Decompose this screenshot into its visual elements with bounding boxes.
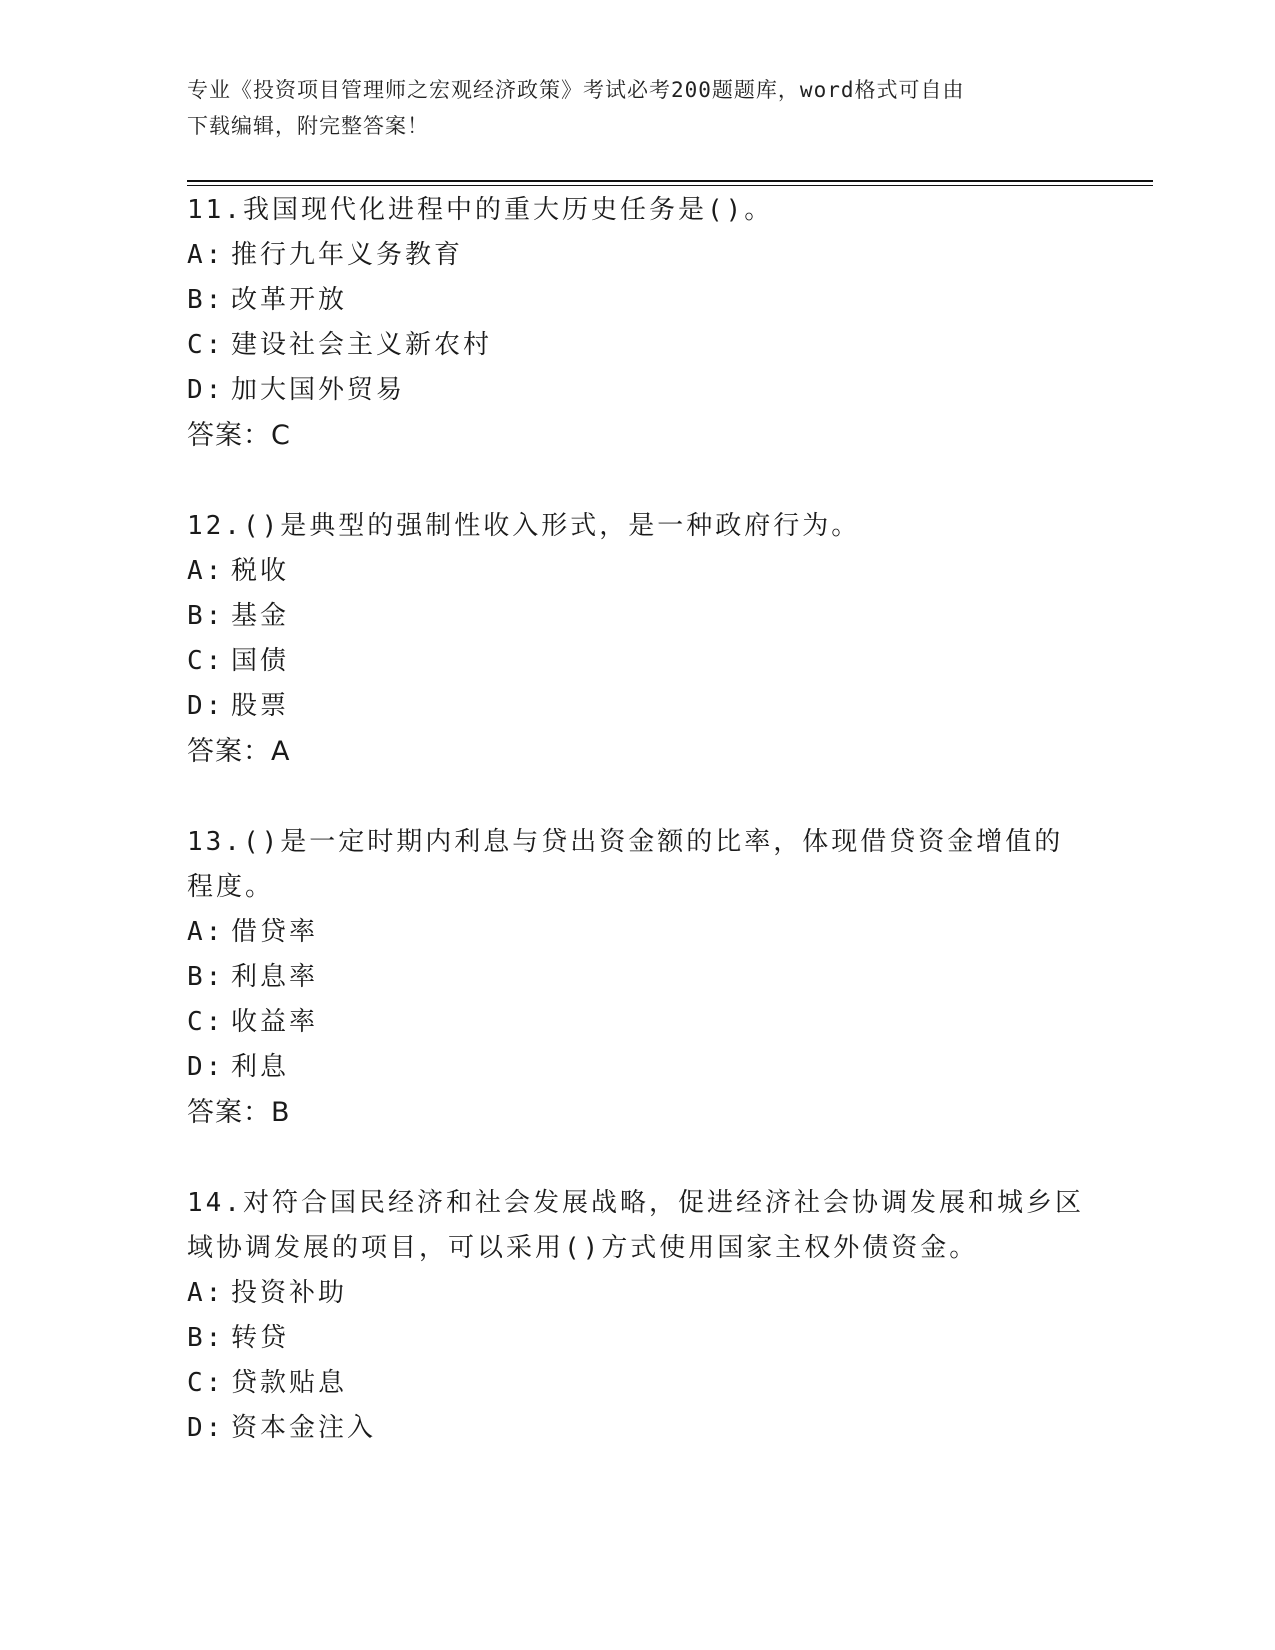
header-line-2: 下载编辑，附完整答案！ (187, 114, 429, 138)
answer-line: 答案：A (187, 736, 291, 767)
option-a (187, 233, 1087, 278)
option-label: B: (187, 962, 225, 992)
option-label: D: (187, 1413, 225, 1443)
option-text: 贷款贴息 (231, 1368, 348, 1398)
option-label: A: (187, 917, 225, 947)
option-text: 推行九年义务教育 (231, 240, 464, 270)
option-label: D: (187, 1052, 225, 1082)
question-11 (187, 188, 1087, 458)
question-stem: 11.我国现代化进程中的重大历史任务是()。 (187, 195, 774, 225)
option-c (187, 639, 1087, 684)
question-14 (187, 1181, 1087, 1451)
option-c (187, 1000, 1087, 1045)
option-label: C: (187, 1007, 225, 1037)
option-label: B: (187, 1323, 225, 1353)
option-b (187, 1316, 1087, 1361)
question-stem: 14.对符合国民经济和社会发展战略，促进经济社会协调发展和城乡区域协调发展的项目，可以采用()方式使用国家主权外债资金。 (187, 1188, 1084, 1263)
option-text: 借贷率 (231, 917, 319, 947)
header-divider-thick (187, 180, 1153, 182)
option-d (187, 1406, 1087, 1451)
question-list (187, 188, 1087, 1497)
question-stem: 13.()是一定时期内利息与贷出资金额的比率，体现借贷资金增值的程度。 (187, 827, 1064, 902)
option-label: B: (187, 601, 225, 631)
option-text: 税收 (231, 556, 290, 586)
option-d (187, 1045, 1087, 1090)
option-label: C: (187, 330, 225, 360)
option-a (187, 910, 1087, 955)
question-13 (187, 820, 1087, 1135)
header-line-1: 专业《投资项目管理师之宏观经济政策》考试必考200题题库，word格式可自由 (187, 78, 965, 102)
option-c (187, 323, 1087, 368)
option-label: D: (187, 691, 225, 721)
header-divider-thin (187, 185, 1153, 186)
option-d (187, 368, 1087, 413)
option-text: 投资补助 (231, 1278, 348, 1308)
option-b (187, 278, 1087, 323)
option-text: 建设社会主义新农村 (231, 330, 493, 360)
option-text: 利息率 (231, 962, 319, 992)
option-label: A: (187, 240, 225, 270)
option-label: C: (187, 1368, 225, 1398)
option-d (187, 684, 1087, 729)
option-b (187, 594, 1087, 639)
option-b (187, 955, 1087, 1000)
option-text: 国债 (231, 646, 290, 676)
option-label: C: (187, 646, 225, 676)
document-header (187, 72, 1087, 144)
answer-line: 答案：C (187, 420, 291, 451)
option-label: B: (187, 285, 225, 315)
option-label: A: (187, 1278, 225, 1308)
option-text: 加大国外贸易 (231, 375, 406, 405)
option-label: A: (187, 556, 225, 586)
option-text: 基金 (231, 601, 290, 631)
option-text: 利息 (231, 1052, 290, 1082)
option-c (187, 1361, 1087, 1406)
option-text: 资本金注入 (231, 1413, 377, 1443)
option-text: 转贷 (231, 1323, 290, 1353)
option-text: 股票 (231, 691, 290, 721)
option-a (187, 1271, 1087, 1316)
question-stem: 12.()是典型的强制性收入形式，是一种政府行为。 (187, 511, 861, 541)
option-label: D: (187, 375, 225, 405)
answer-line: 答案：B (187, 1097, 291, 1128)
option-a (187, 549, 1087, 594)
question-12 (187, 504, 1087, 774)
option-text: 改革开放 (231, 285, 348, 315)
option-text: 收益率 (231, 1007, 319, 1037)
